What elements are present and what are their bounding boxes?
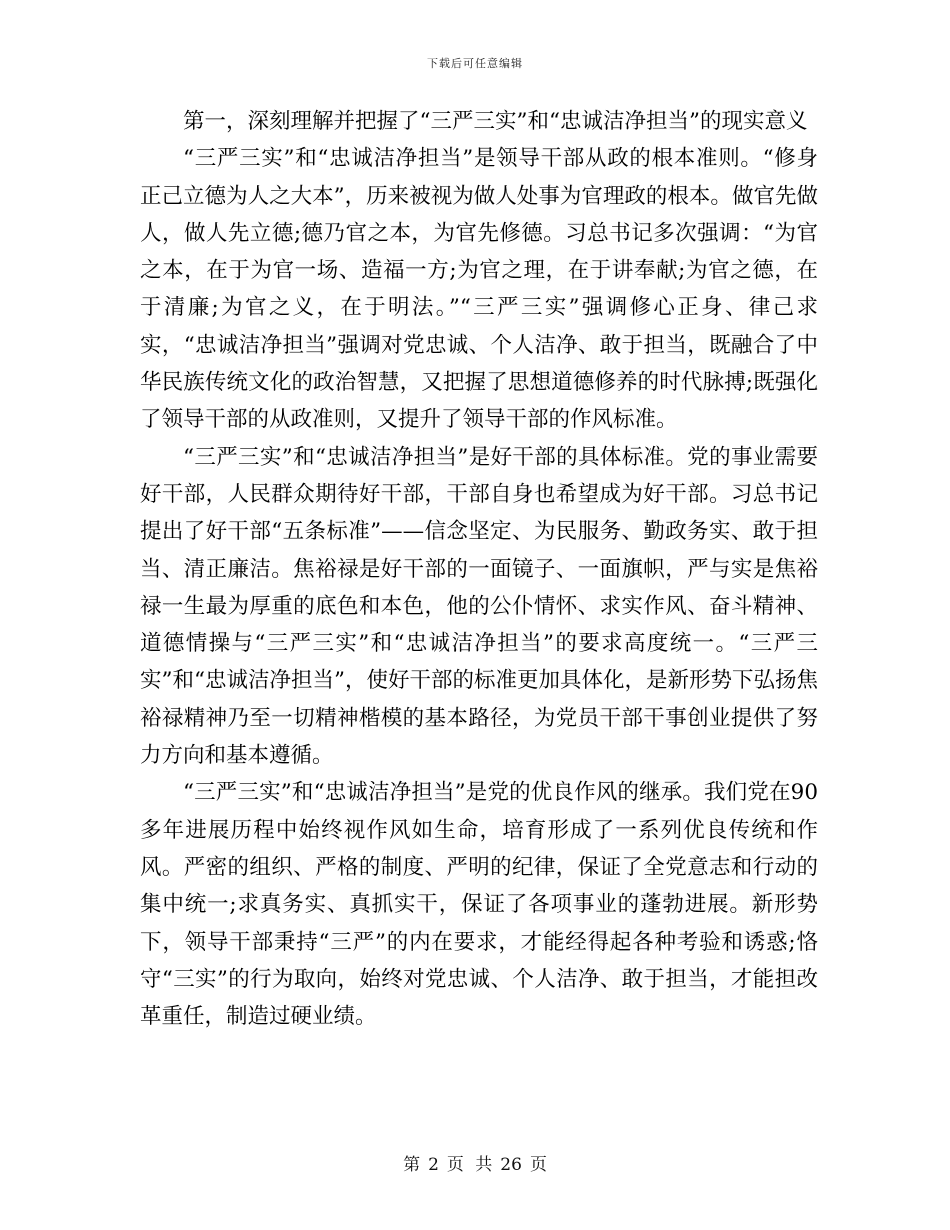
paragraph: “三严三实”和“忠诚洁净担当”是领导干部从政的根本准则。“修身正己立德为人之大本”，历来被视为做人处事为官理政的根本。做官先做人，做人先立德;德乃官之本，为官先修德。习总书记多次强调：“为官之本，在于为官一场、造福一方;为官之理，在于讲奉献;为官之德，在于清廉;为官之义，在于明法。”“三严三实”强调修心正身、律己求实，“忠诚洁净担当”强调对党忠诚、个人洁净、敢于担当，既融合了中华民族传统文化的政治智慧，又把握了思想道德修养的时代脉搏;既强化了领导干部的从政准则，又提升了领导干部的作风标准。 xyxy=(140,146,818,433)
page-footer xyxy=(0,1150,950,1175)
paragraph: “三严三实”和“忠诚洁净担当”是好干部的具体标准。党的事业需要好干部，人民群众期待好干部，干部自身也希望成为好干部。习总书记提出了好干部“五条标准”——信念坚定、为民服务、勤政务实、敢于担当、清正廉洁。焦裕禄是好干部的一面镜子、一面旗帜，严与实是焦裕禄一生最为厚重的底色和本色，他的公仆情怀、求实作风、奋斗精神、道德情操与“三严三实”和“忠诚洁净担当”的要求高度统一。“三严三实”和“忠诚洁净担当”，使好干部的标准更加具体化，是新形势下弘扬焦裕禄精神乃至一切精神楷模的基本路径，为党员干部干事创业提供了努力方向和基本遵循。 xyxy=(140,444,818,769)
paragraph: “三严三实”和“忠诚洁净担当”是党的优良作风的继承。我们党在90多年进展历程中始终视作风如生命，培育形成了一系列优良传统和作风。严密的组织、严格的制度、严明的纪律，保证了全党意志和行动的集中统一;求真务实、真抓实干，保证了各项事业的蓬勃进展。新形势下，领导干部秉持“三严”的内在要求，才能经得起各种考验和诱惑;恪守“三实”的行为取向，始终对党忠诚、个人洁净、敢于担当，才能担改革重任，制造过硬业绩。 xyxy=(140,780,818,1030)
footer-prefix: 第 xyxy=(403,1155,421,1175)
total-pages-number: 26 xyxy=(500,1155,522,1175)
current-page-number: 2 xyxy=(428,1155,439,1175)
document-body xyxy=(140,103,818,1035)
footer-middle: 页 共 xyxy=(446,1155,493,1175)
header-note: 下载后可任意编辑 xyxy=(427,57,523,70)
paragraph-heading: 第一，深刻理解并把握了“三严三实”和“忠诚洁净担当”的现实意义 xyxy=(183,109,808,134)
footer-suffix: 页 xyxy=(529,1155,547,1175)
